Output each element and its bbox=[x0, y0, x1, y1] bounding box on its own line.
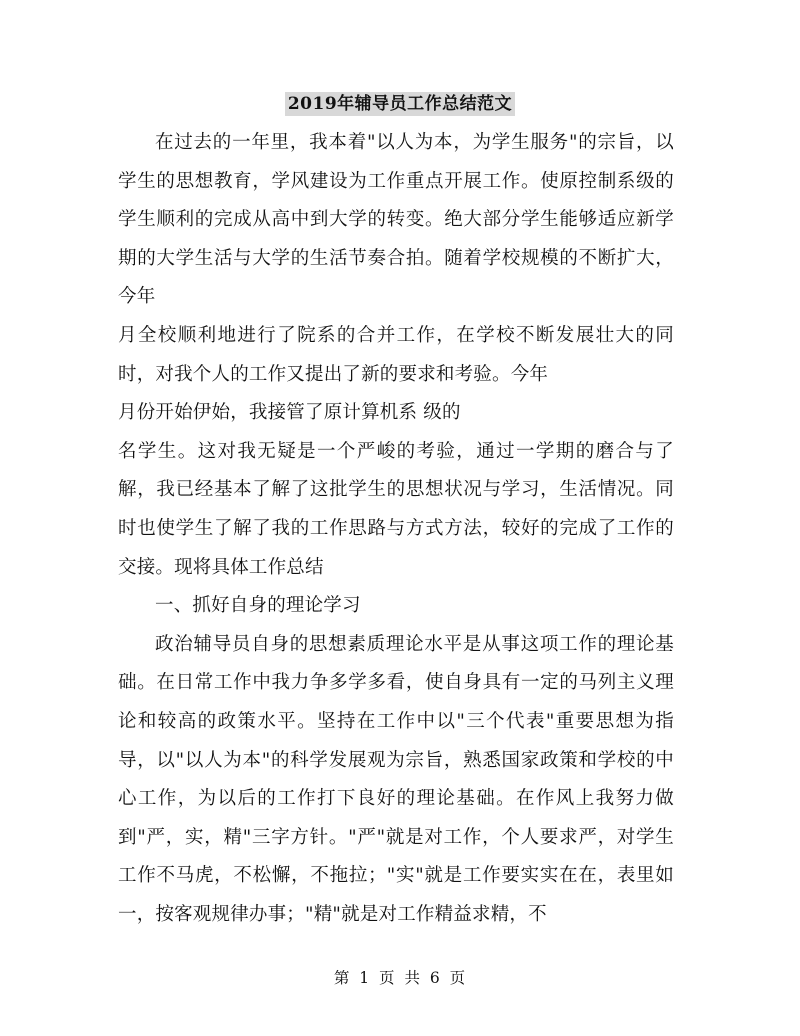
section-heading-theory: 一、抓好自身的理论学习 bbox=[155, 595, 361, 617]
document-body bbox=[118, 124, 674, 934]
paragraph-intro: 在过去的一年里，我本着"以人为本，为学生服务"的宗旨，以学生的思想教育，学风建设为工作重点开展工作。使原控制系级的学生顺利的完成从高中到大学的转变。绝大部分学生能够适应新学期的大学生活与大学的生活节奏合拍。随着学校规模的不断扩大，今年 bbox=[118, 132, 674, 308]
paragraph-students: 名学生。这对我无疑是一个严峻的考验，通过一学期的磨合与了解，我已经基本了解了这批学生的思想状况与学习，生活情况。同时也使学生了解了我的工作思路与方式方法，较好的完成了工作的交接。现将具体工作总结 bbox=[118, 440, 674, 578]
paragraph-theory: 政治辅导员自身的思想素质理论水平是从事这项工作的理论基础。在日常工作中我力争多学多看，使自身具有一定的马列主义理论和较高的政策水平。坚持在工作中以"三个代表"重要思想为指导，以"以人为本"的科学发展观为宗旨，熟悉国家政策和学校的中心工作，为以后的工作打下良好的理论基础。在作风上我努力做到"严，实，精"三字方针。"严"就是对工作，个人要求严，对学生工作不马虎，不松懈，不拖拉；"实"就是工作要实实在在，表里如一，按客观规律办事；"精"就是对工作精益求精，不 bbox=[118, 633, 674, 925]
paragraph-takeover: 月份开始伊始，我接管了原计算机系 级的 bbox=[118, 402, 461, 424]
title-wrapper bbox=[0, 92, 800, 116]
page-number-footer: 第 1 页 共 6 页 bbox=[333, 969, 467, 987]
paragraph-merger: 月全校顺利地进行了院系的合并工作，在学校不断发展壮大的同时，对我个人的工作又提出了新的要求和考验。今年 bbox=[118, 324, 674, 385]
document-title: 2019年辅导员工作总结范文 bbox=[285, 92, 515, 116]
